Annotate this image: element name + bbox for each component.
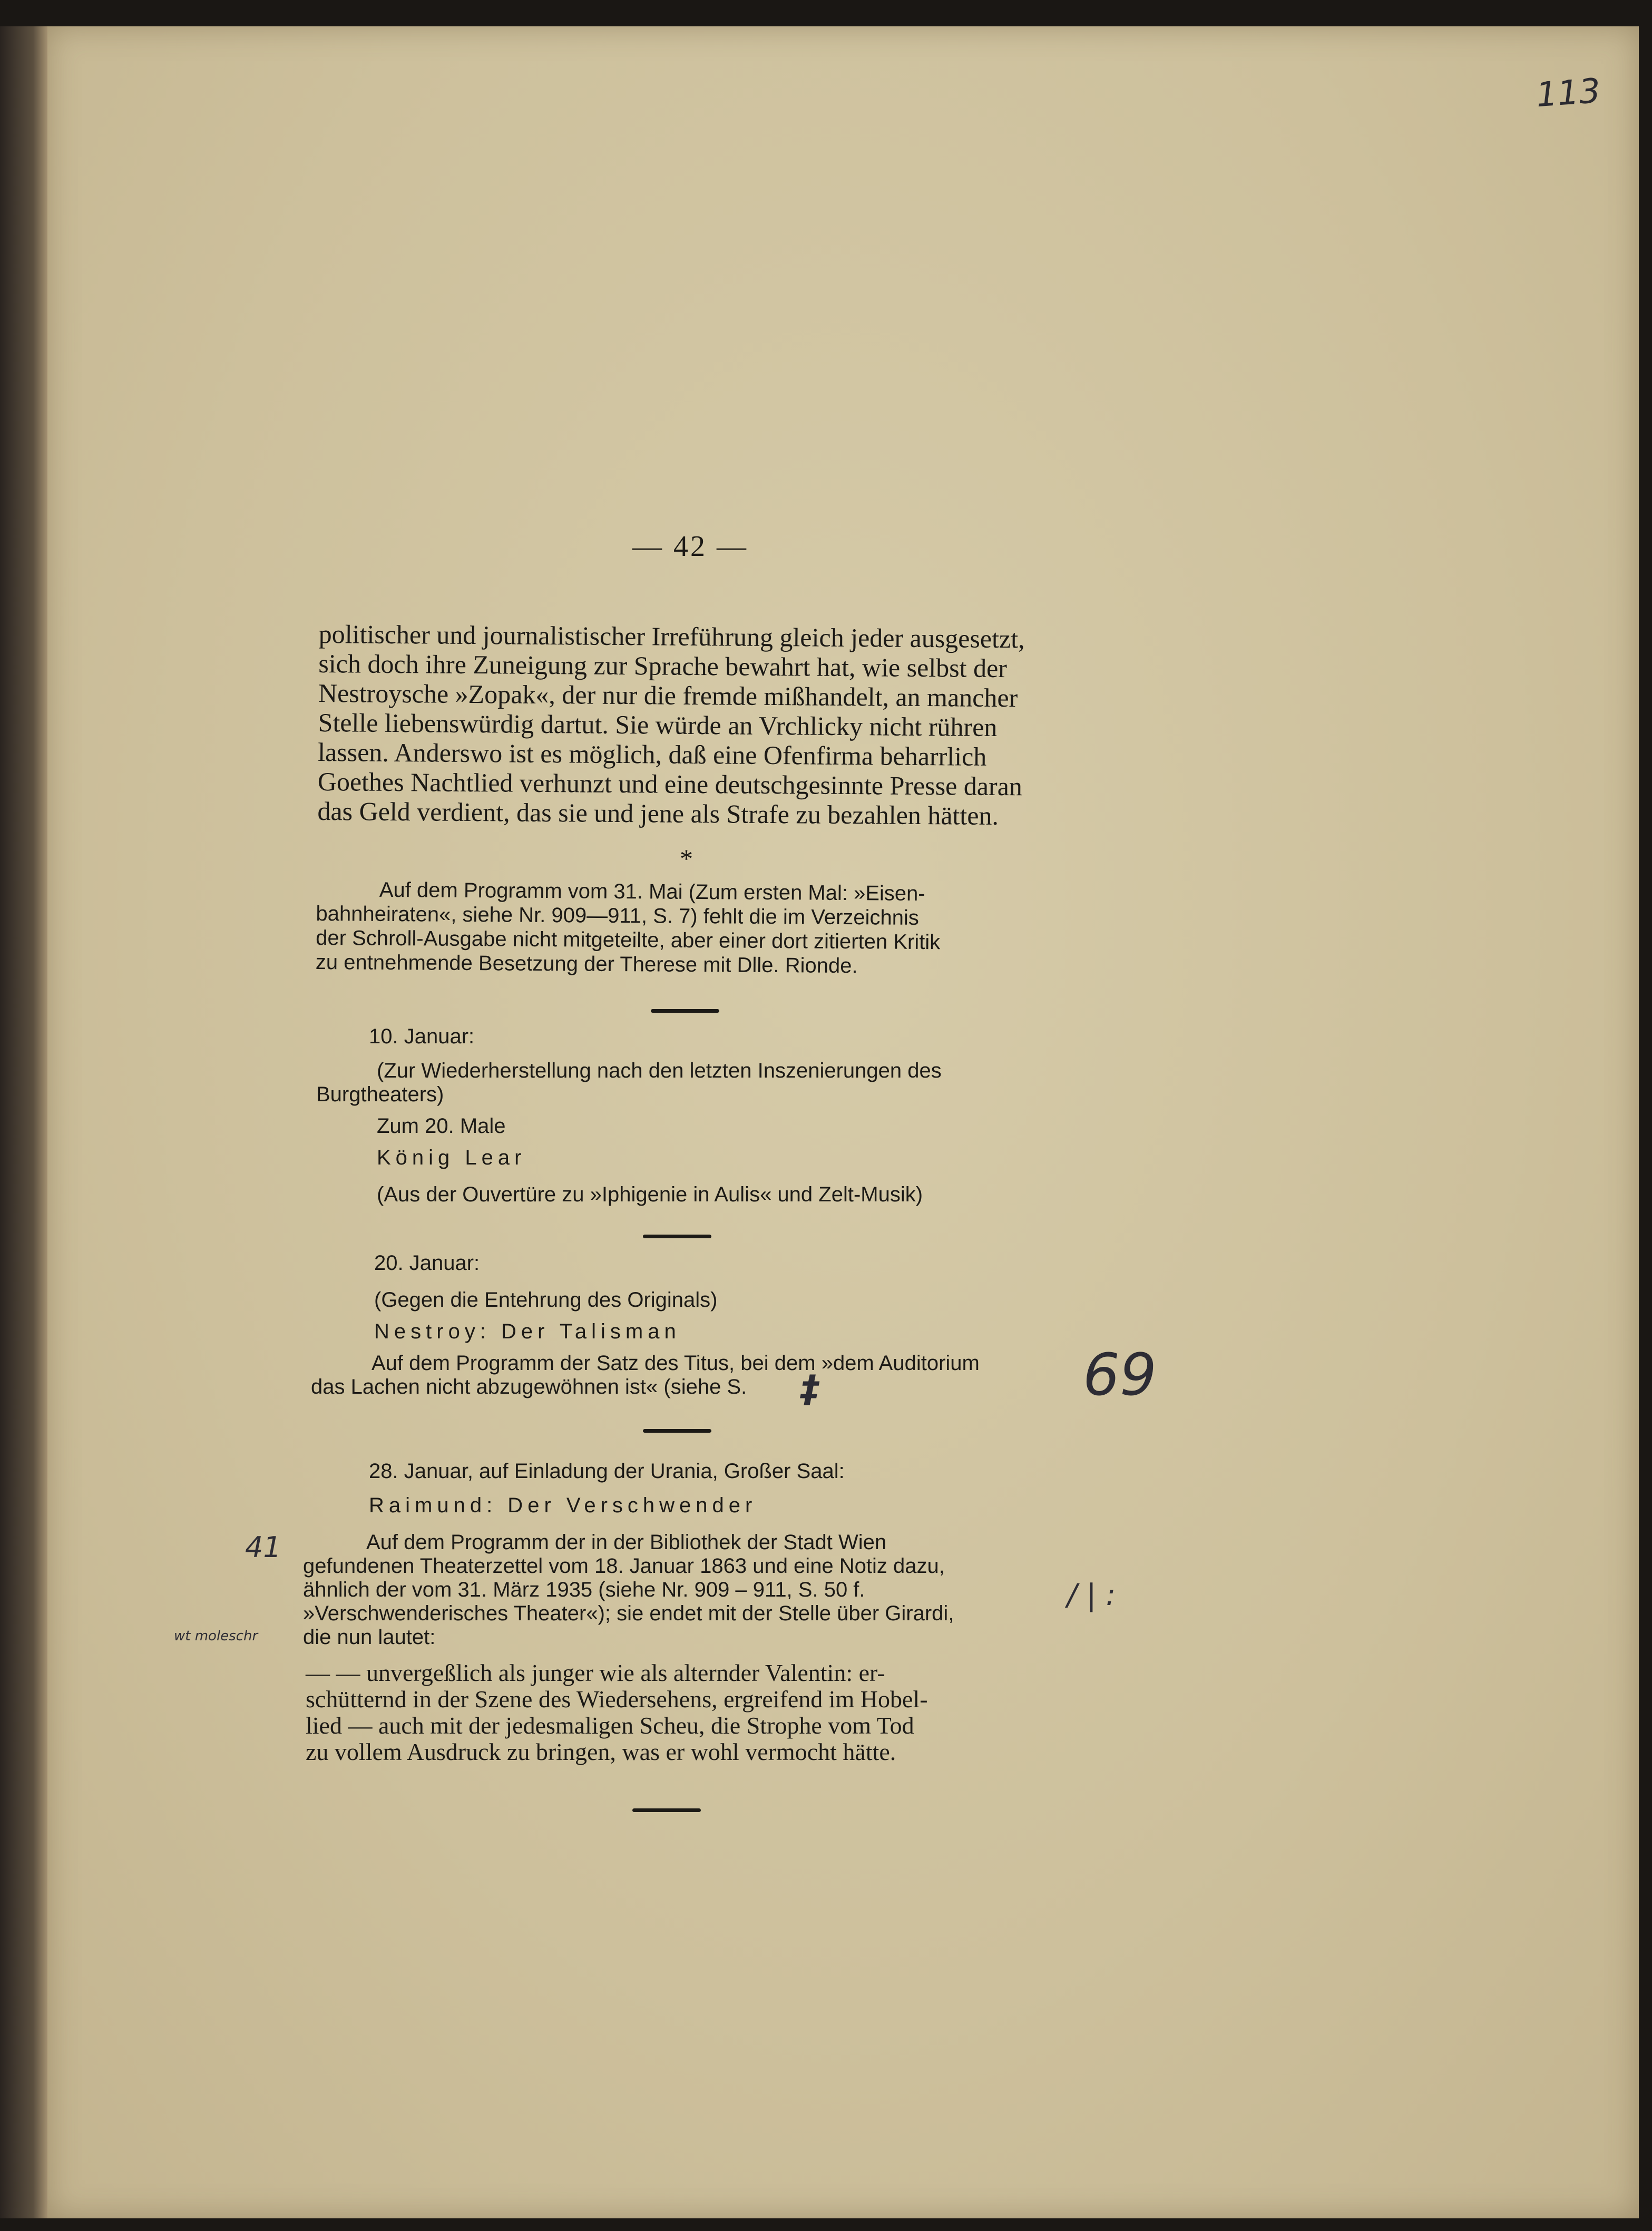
- entry-date: 20. Januar:: [374, 1251, 480, 1275]
- entry-title: Nestroy: Der Talisman: [374, 1320, 681, 1343]
- entry-note: die nun lautet:: [303, 1626, 436, 1649]
- quote-line: — — unvergeßlich als junger wie als alternder Valentin: er-: [306, 1659, 885, 1686]
- intro-line: das Geld verdient, das sie und jene als Strafe zu bezahlen hätten.: [317, 796, 999, 831]
- margin-page-number: 69: [1083, 1341, 1157, 1408]
- struck-page-reference-mark: ‡: [801, 1367, 819, 1411]
- intro-line: Goethes Nachtlied verhunzt und eine deutschgesinnte Presse daran: [317, 766, 1023, 801]
- margin-annotation: wt moleschr: [174, 1628, 258, 1644]
- note-line: bahnheiraten«, siehe Nr. 909—911, S. 7) fehlt die im Verzeichnis: [316, 902, 920, 929]
- entry-title: König Lear: [377, 1146, 526, 1169]
- entry-performance-count: Zum 20. Male: [377, 1114, 506, 1138]
- quote-line: lied — auch mit der jedesmaligen Scheu, die Strophe vom Tod: [306, 1712, 914, 1739]
- separator-rule: [632, 1808, 701, 1812]
- intro-line: lassen. Anderswo ist es möglich, daß eine Ofenfirma beharrlich: [318, 737, 987, 771]
- quote-line: zu vollem Ausdruck zu bringen, was er wohl vermocht hätte.: [306, 1738, 896, 1765]
- separator-rule: [651, 1009, 719, 1013]
- margin-correction-marks: / | :: [1067, 1578, 1116, 1612]
- intro-line: politischer und journalistischer Irreführung gleich jeder ausgesetzt,: [318, 619, 1025, 654]
- entry-note: »Verschwenderisches Theater«); sie endet mit der Stelle über Girardi,: [303, 1602, 954, 1625]
- quotation-block: [306, 1660, 1043, 1765]
- entry-description: (Gegen die Entehrung des Originals): [374, 1288, 718, 1312]
- margin-annotation: 41: [245, 1531, 281, 1564]
- entry-note: Auf dem Programm der Satz des Titus, bei dem »dem Auditorium: [372, 1352, 980, 1375]
- asterisk-divider: *: [680, 844, 693, 873]
- document-page: [47, 26, 1639, 2218]
- separator-rule: [643, 1235, 711, 1238]
- separator-rule: [643, 1429, 711, 1433]
- entry-note: das Lachen nicht abzugewöhnen ist« (siehe S.: [311, 1375, 747, 1398]
- entry-music: (Aus der Ouvertüre zu »Iphigenie in Aulis« und Zelt-Musik): [377, 1183, 923, 1206]
- program-note: [316, 877, 1054, 980]
- note-line: der Schroll-Ausgabe nicht mitgeteilte, aber einer dort zitierten Kritik: [316, 926, 941, 954]
- quote-line: schütternd in der Szene des Wiedersehens, ergreifend im Hobel-: [306, 1686, 928, 1713]
- note-line: Auf dem Programm vom 31. Mai (Zum ersten Mal: »Eisen-: [379, 878, 925, 906]
- note-line: zu entnehmende Besetzung der Therese mit Dlle. Rionde.: [315, 950, 858, 978]
- entry-note: Auf dem Programm der in der Bibliothek der Stadt Wien: [366, 1531, 887, 1554]
- intro-paragraph: [317, 619, 1072, 831]
- entry-description: (Zur Wiederherstellung nach den letzten Inszenierungen des: [377, 1059, 942, 1082]
- binding-edge: [0, 26, 47, 2218]
- entry-date: 28. Januar, auf Einladung der Urania, Großer Saal:: [369, 1460, 845, 1483]
- intro-line: sich doch ihre Zuneigung zur Sprache bewahrt hat, wie selbst der: [318, 648, 1008, 683]
- entry-title: Raimund: Der Verschwender: [369, 1494, 757, 1517]
- intro-line: Stelle liebenswürdig dartut. Sie würde an Vrchlicky nicht rühren: [318, 707, 998, 742]
- entry-date: 10. Januar:: [369, 1025, 475, 1048]
- entry-note: gefundenen Theaterzettel vom 18. Januar 1863 und eine Notiz dazu,: [303, 1554, 945, 1578]
- entry-note: ähnlich der vom 31. März 1935 (siehe Nr. 909 – 911, S. 50 f.: [303, 1578, 865, 1601]
- folio-number: 113: [1534, 71, 1602, 115]
- entry-description: Burgtheaters): [316, 1083, 444, 1106]
- page-number: — 42 —: [632, 530, 748, 563]
- intro-line: Nestroysche »Zopak«, der nur die fremde mißhandelt, an mancher: [318, 678, 1018, 713]
